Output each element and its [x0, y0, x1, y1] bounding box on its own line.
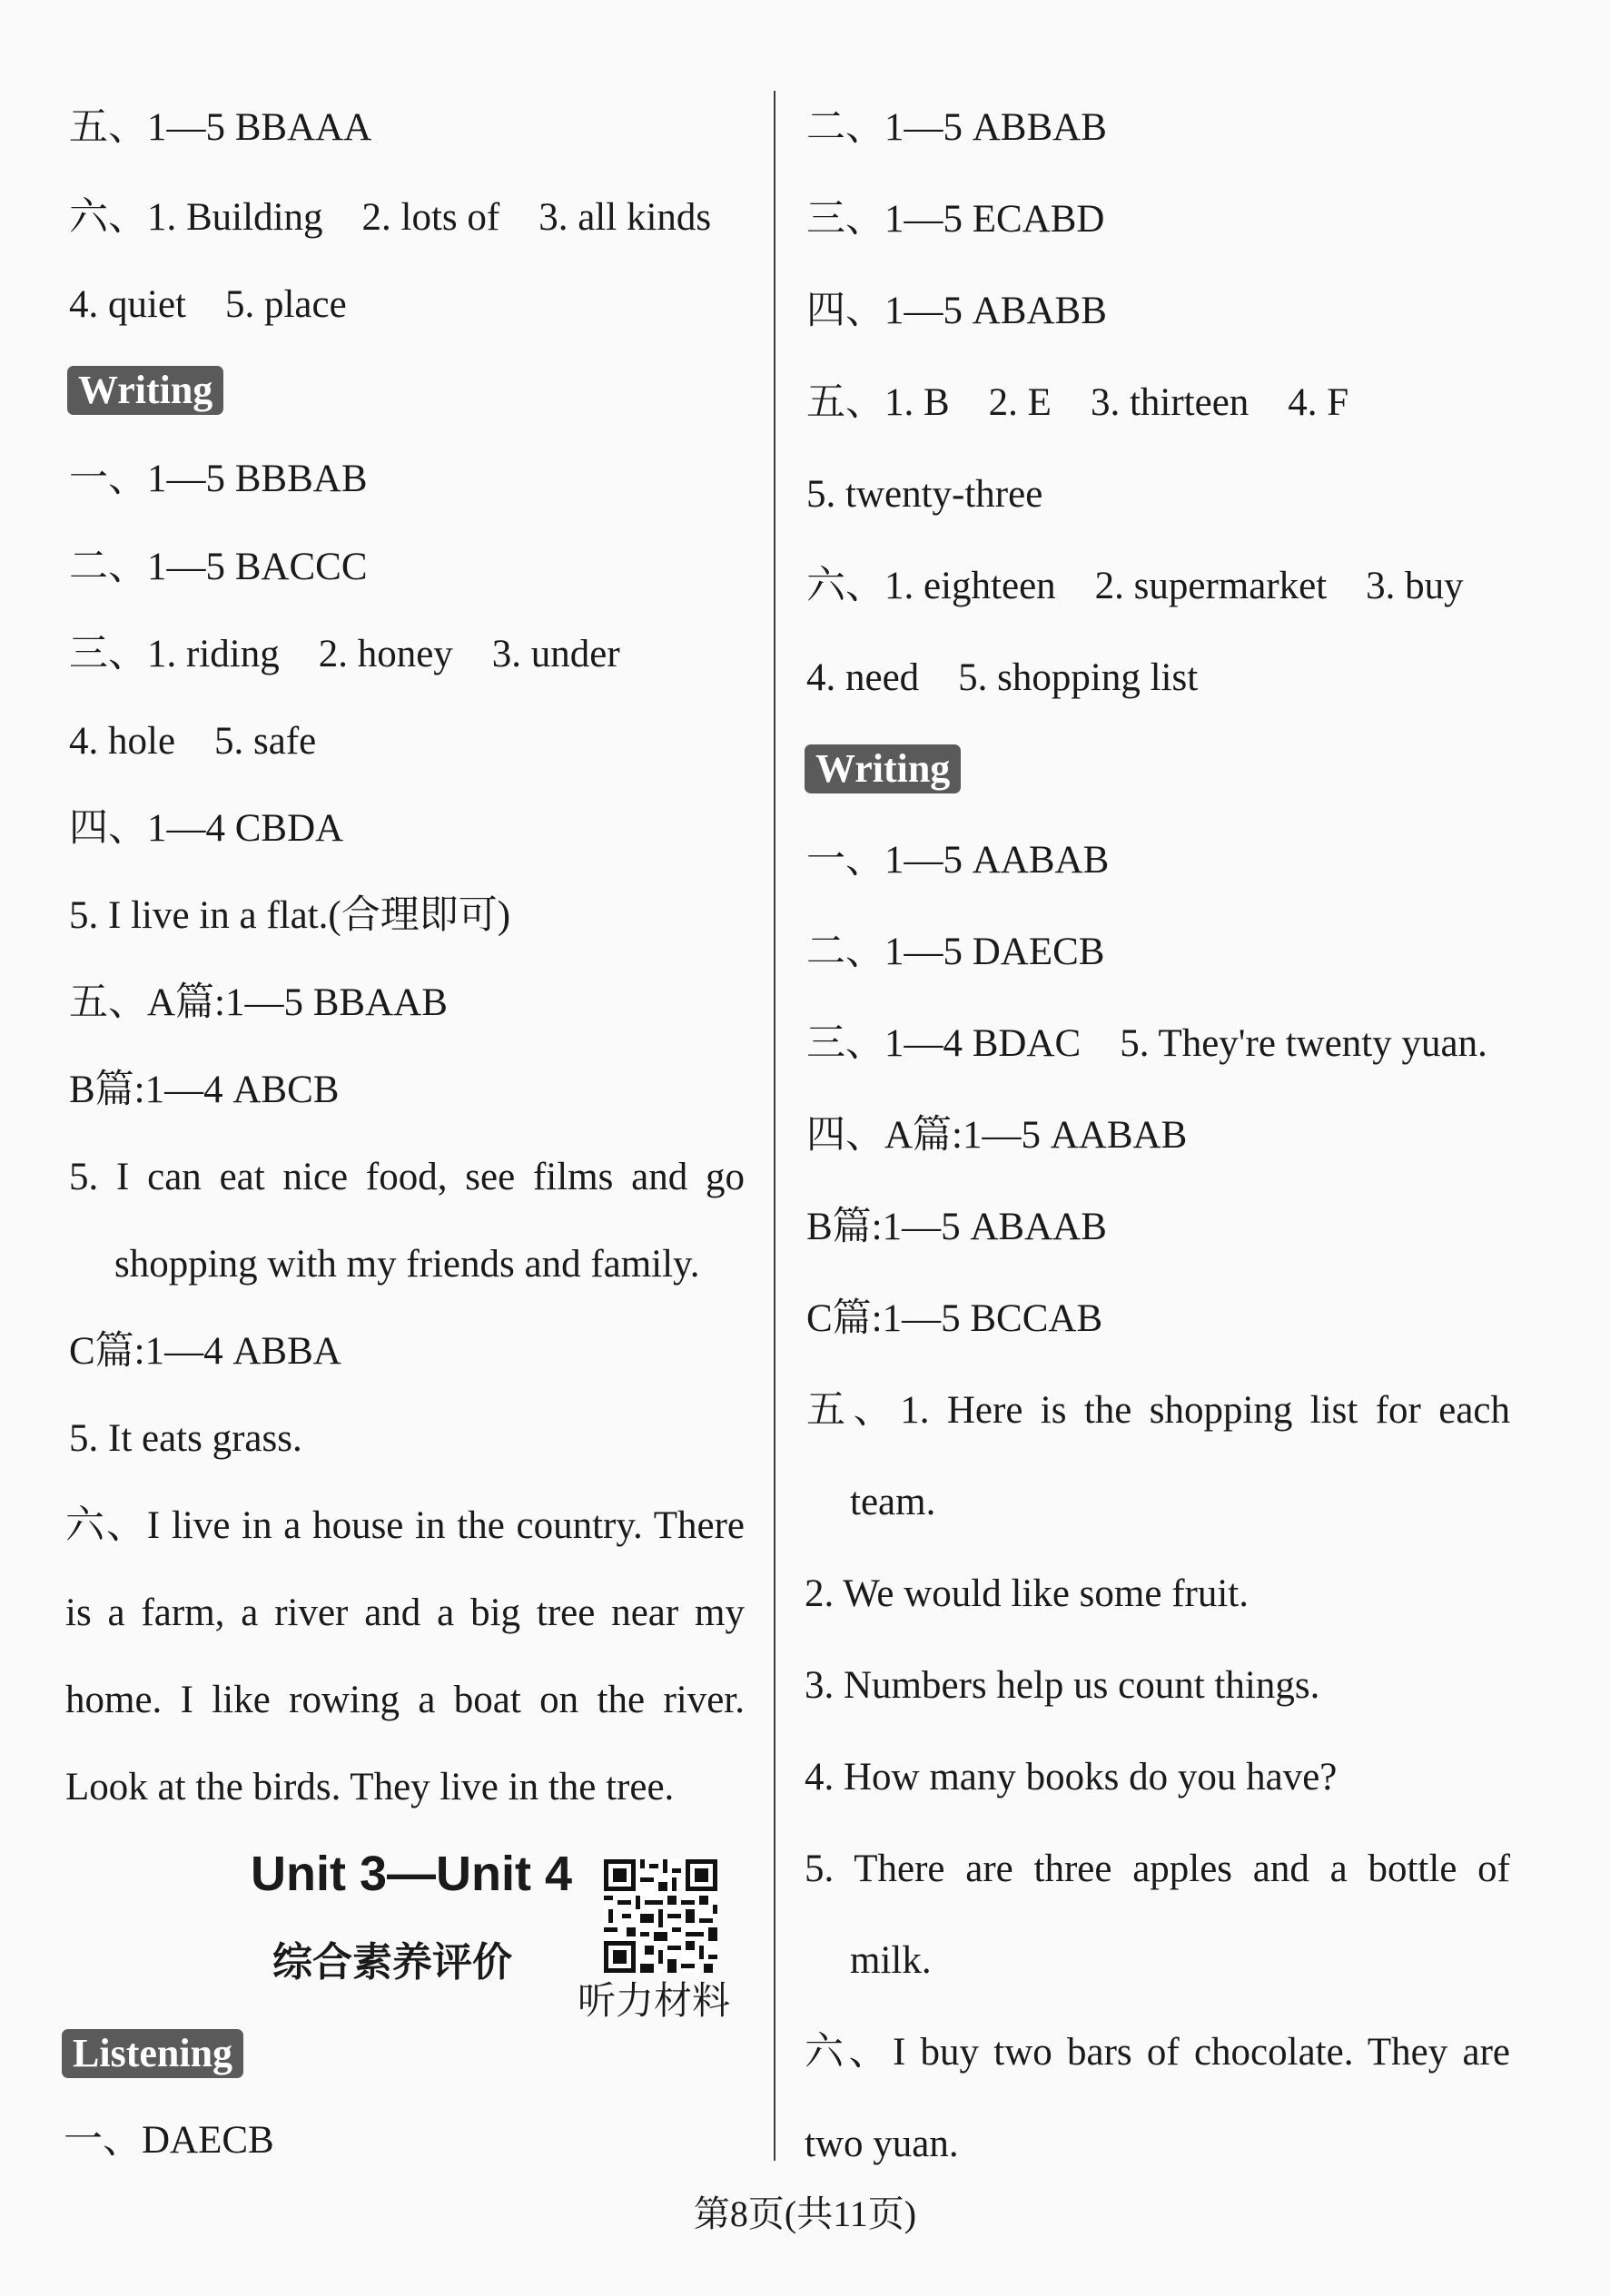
answer-line: 三、1. riding 2. honey 3. under	[69, 633, 620, 675]
answer-line: 五、1. B 2. E 3. thirteen 4. F	[806, 381, 1349, 424]
answer-line: 3. Numbers help us count things.	[805, 1664, 1320, 1707]
answer-line: 二、1—5 ABBAB	[806, 106, 1107, 149]
answer-line: 四、A篇:1—5 AABAB	[806, 1114, 1188, 1157]
answer-line: 一、1—5 BBBAB	[69, 458, 368, 500]
answer-line: 四、1—4 CBDA	[69, 807, 344, 850]
answer-line: 三、1—4 BDAC 5. They're twenty yuan.	[806, 1022, 1487, 1065]
answer-line: 4. hole 5. safe	[69, 720, 317, 763]
answer-line: 5. I can eat nice food, see films and go	[69, 1156, 745, 1198]
answer-line: team.	[850, 1481, 936, 1523]
answer-line: 六、I live in a house in the country. There	[65, 1504, 745, 1547]
answer-line: B篇:1—4 ABCB	[69, 1069, 340, 1111]
answer-line: 六、1. Building 2. lots of 3. all kinds	[69, 196, 712, 239]
qr-caption: 听力材料	[578, 1978, 731, 2023]
answer-line: milk.	[850, 1939, 932, 1982]
answer-line: shopping with my friends and family.	[114, 1243, 700, 1286]
section-badge-writing: Writing	[805, 744, 961, 793]
answer-line: 五、1—5 BBAAA	[69, 106, 372, 149]
answer-line: 4. How many books do you have?	[805, 1756, 1338, 1798]
answer-line: 2. We would like some fruit.	[805, 1572, 1249, 1615]
unit-subtitle: 综合素养评价	[272, 1939, 512, 1986]
answer-line: 5. I live in a flat.(合理即可)	[69, 894, 511, 937]
answer-line: 六、1. eighteen 2. supermarket 3. buy	[806, 565, 1464, 607]
unit-title: Unit 3—Unit 4	[251, 1847, 573, 1901]
answer-line: 5. There are three apples and a bottle of	[805, 1848, 1510, 1890]
answer-line: 二、1—5 BACCC	[69, 546, 368, 588]
answer-line: 五、1. Here is the shopping list for each	[806, 1389, 1510, 1432]
answer-line: 四、1—5 ABABB	[806, 290, 1107, 332]
answer-line: B篇:1—5 ABAAB	[806, 1206, 1107, 1248]
answer-line: 4. need 5. shopping list	[806, 656, 1199, 699]
answer-line: C篇:1—5 BCCAB	[806, 1297, 1103, 1340]
answer-line: 二、1—5 DAECB	[806, 931, 1105, 973]
answer-line: 五、A篇:1—5 BBAAB	[69, 981, 448, 1024]
page-number-footer: 第8页(共11页)	[693, 2193, 917, 2234]
answer-line: 一、DAECB	[64, 2119, 274, 2162]
section-badge-listening: Listening	[62, 2029, 243, 2078]
answer-line: 5. It eats grass.	[69, 1417, 302, 1460]
answer-line: 三、1—5 ECABD	[806, 198, 1105, 241]
answer-line: C篇:1—4 ABBA	[69, 1330, 341, 1373]
column-divider	[774, 91, 775, 2161]
answer-line: 4. quiet 5. place	[69, 283, 347, 326]
answer-line: home. I like rowing a boat on the river.	[65, 1679, 745, 1721]
answer-line: 六、I buy two bars of chocolate. They are	[805, 2031, 1510, 2074]
answer-line: two yuan.	[805, 2123, 959, 2165]
qr-code-icon[interactable]	[604, 1859, 717, 1973]
answer-line: 5. twenty-three	[806, 473, 1043, 516]
answer-line: Look at the birds. They live in the tree.	[65, 1766, 675, 1808]
answer-line: 一、1—5 AABAB	[806, 839, 1110, 882]
answer-line: is a farm, a river and a big tree near my	[65, 1591, 745, 1634]
section-badge-writing: Writing	[67, 366, 223, 415]
